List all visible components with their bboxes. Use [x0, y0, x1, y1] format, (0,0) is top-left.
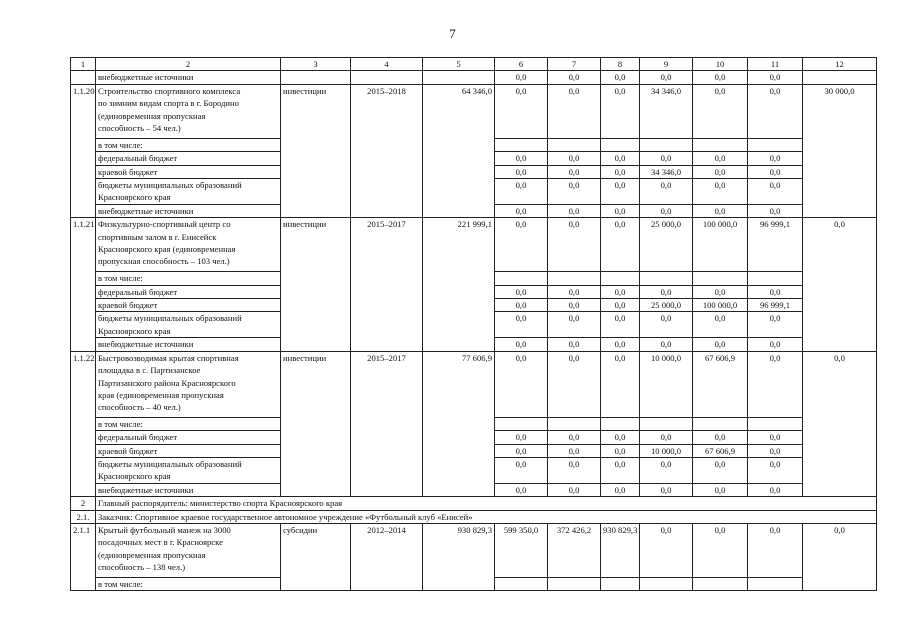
value-cell: [495, 272, 548, 285]
value-cell: 0,0: [693, 204, 748, 217]
value-cell: 0,0: [693, 84, 748, 138]
value-cell: 0,0: [548, 483, 601, 496]
value-cell: 25 000,0: [640, 299, 693, 312]
item-name-line: по зимним видам спорта в г. Бородино: [98, 98, 239, 109]
item-name-line: Строительство спортивного комплекса: [98, 85, 241, 96]
item-name: краевой бюджет: [96, 299, 281, 312]
item-name-line: Партизанского района Красноярского: [98, 377, 236, 388]
item-total: 930 829,3: [423, 523, 495, 590]
value-cell: [601, 138, 640, 151]
value-cell: [803, 71, 877, 84]
item-total: 64 346,0: [423, 84, 495, 217]
item-name: [96, 351, 281, 417]
value-cell: 34 346,0: [640, 165, 693, 178]
column-header: 11: [748, 58, 803, 71]
value-cell: 0,0: [640, 71, 693, 84]
item-number: 1.1.21: [71, 218, 96, 351]
value-cell: 0,0: [640, 179, 693, 205]
item-name-line: бюджеты муниципальных образований: [98, 458, 242, 469]
item-type: инвестиции: [281, 351, 351, 496]
value-cell: 0,0: [640, 285, 693, 298]
value-cell: 0,0: [803, 218, 877, 351]
item-number: [71, 71, 96, 84]
project-row: [71, 351, 877, 417]
item-name-line: Красноярского края (единовременная: [98, 244, 236, 255]
value-cell: 0,0: [803, 523, 877, 590]
value-cell: 0,0: [601, 218, 640, 272]
table-header-row: [71, 58, 877, 71]
item-name-line: способность – 54 чел.): [98, 123, 181, 134]
value-cell: 0,0: [495, 84, 548, 138]
item-total: 221 999,1: [423, 218, 495, 351]
value-cell: 0,0: [748, 165, 803, 178]
budget-table: [70, 57, 877, 591]
value-cell: 0,0: [495, 165, 548, 178]
section-text: Заказчик: Спортивное краевое государственное автономное учреждение «Футбольный клуб «Енисей»: [96, 510, 877, 523]
value-cell: 0,0: [748, 204, 803, 217]
value-cell: 0,0: [748, 351, 803, 417]
item-number: 1.1.22: [71, 351, 96, 496]
value-cell: 0,0: [601, 338, 640, 351]
item-name: внебюджетные источники: [96, 204, 281, 217]
value-cell: [693, 138, 748, 151]
item-name-line: бюджеты муниципальных образований: [98, 313, 242, 324]
item-name: [96, 457, 281, 483]
value-cell: 0,0: [748, 285, 803, 298]
item-name-line: спортивным залом в г. Енисейск: [98, 231, 217, 242]
value-cell: 0,0: [548, 299, 601, 312]
value-cell: [748, 138, 803, 151]
section-row: [71, 510, 877, 523]
item-name-line: посадочных мест в г. Красноярске: [98, 537, 223, 548]
item-name: [96, 179, 281, 205]
item-type: инвестиции: [281, 84, 351, 217]
value-cell: 0,0: [548, 351, 601, 417]
item-name: [96, 84, 281, 138]
item-name-line: пропускная способность – 103 чел.): [98, 256, 230, 267]
value-cell: 0,0: [601, 204, 640, 217]
item-name: [96, 218, 281, 272]
value-cell: 0,0: [495, 152, 548, 165]
value-cell: 0,0: [693, 165, 748, 178]
item-name: внебюджетные источники: [96, 338, 281, 351]
value-cell: 0,0: [601, 152, 640, 165]
section-number: 2: [71, 497, 96, 510]
value-cell: [640, 417, 693, 430]
value-cell: 0,0: [548, 84, 601, 138]
value-cell: 0,0: [548, 457, 601, 483]
value-cell: 0,0: [748, 457, 803, 483]
value-cell: 0,0: [601, 431, 640, 444]
item-name-line: Красноярского края: [98, 471, 171, 482]
value-cell: 0,0: [748, 338, 803, 351]
value-cell: 0,0: [548, 152, 601, 165]
item-name-line: способность – 138 чел.): [98, 562, 186, 573]
value-cell: 30 000,0: [803, 84, 877, 217]
value-cell: 0,0: [601, 165, 640, 178]
value-cell: 0,0: [495, 204, 548, 217]
column-header: 7: [548, 58, 601, 71]
value-cell: 0,0: [495, 444, 548, 457]
value-cell: [640, 272, 693, 285]
value-cell: 0,0: [601, 483, 640, 496]
value-cell: 100 000,0: [693, 218, 748, 272]
value-cell: 0,0: [548, 179, 601, 205]
value-cell: [495, 417, 548, 430]
item-name-line: (единовременная пропускная: [98, 549, 206, 560]
value-cell: 0,0: [693, 312, 748, 338]
value-cell: 0,0: [748, 431, 803, 444]
value-cell: 100 000,0: [693, 299, 748, 312]
value-cell: 0,0: [495, 312, 548, 338]
item-name-line: (единовременная пропускная: [98, 110, 206, 121]
value-cell: [693, 272, 748, 285]
item-name-line: способность – 40 чел.): [98, 402, 181, 413]
item-period: 2015–2017: [351, 218, 423, 351]
value-cell: 0,0: [748, 179, 803, 205]
value-cell: 0,0: [548, 431, 601, 444]
value-cell: [748, 417, 803, 430]
value-cell: 0,0: [640, 204, 693, 217]
item-period: 2015–2018: [351, 84, 423, 217]
item-name: в том числе:: [96, 577, 281, 590]
column-header: 3: [281, 58, 351, 71]
item-total: 77 606,9: [423, 351, 495, 496]
value-cell: 0,0: [748, 444, 803, 457]
item-name-line: бюджеты муниципальных образований: [98, 180, 242, 191]
value-cell: 0,0: [693, 431, 748, 444]
value-cell: [548, 417, 601, 430]
value-cell: [748, 272, 803, 285]
value-cell: 0,0: [495, 431, 548, 444]
value-cell: 0,0: [495, 218, 548, 272]
item-name: [96, 523, 281, 577]
value-cell: 0,0: [693, 152, 748, 165]
value-cell: 0,0: [601, 299, 640, 312]
value-cell: 0,0: [495, 179, 548, 205]
value-cell: 0,0: [548, 218, 601, 272]
column-header: 5: [423, 58, 495, 71]
value-cell: 0,0: [640, 312, 693, 338]
item-name: федеральный бюджет: [96, 152, 281, 165]
item-name: в том числе:: [96, 272, 281, 285]
column-header: 12: [803, 58, 877, 71]
value-cell: 0,0: [548, 338, 601, 351]
value-cell: 0,0: [693, 523, 748, 577]
value-cell: 0,0: [693, 179, 748, 205]
item-name: в том числе:: [96, 417, 281, 430]
value-cell: 0,0: [748, 312, 803, 338]
value-cell: 0,0: [748, 523, 803, 577]
column-header: 6: [495, 58, 548, 71]
value-cell: 0,0: [803, 351, 877, 496]
value-cell: 0,0: [693, 483, 748, 496]
value-cell: 67 606,9: [693, 351, 748, 417]
column-header: 2: [96, 58, 281, 71]
item-name-line: Быстровозводимая крытая спортивная: [98, 352, 239, 363]
item-type: [281, 71, 351, 84]
value-cell: 0,0: [601, 312, 640, 338]
item-name-line: Физкультурно-спортивный центр со: [98, 219, 231, 230]
column-header: 1: [71, 58, 96, 71]
value-cell: [495, 577, 548, 590]
value-cell: 67 606,9: [693, 444, 748, 457]
value-cell: [640, 138, 693, 151]
item-period: 2012–2014: [351, 523, 423, 590]
value-cell: [548, 272, 601, 285]
value-cell: [640, 577, 693, 590]
item-name-line: Красноярского края: [98, 192, 171, 203]
value-cell: 0,0: [601, 84, 640, 138]
value-cell: 0,0: [495, 285, 548, 298]
value-cell: 10 000,0: [640, 351, 693, 417]
column-header: 8: [601, 58, 640, 71]
value-cell: 0,0: [601, 444, 640, 457]
value-cell: 0,0: [640, 483, 693, 496]
value-cell: 0,0: [548, 165, 601, 178]
value-cell: 0,0: [548, 312, 601, 338]
value-cell: [748, 577, 803, 590]
value-cell: 0,0: [601, 351, 640, 417]
value-cell: 0,0: [601, 71, 640, 84]
value-cell: [601, 577, 640, 590]
item-name: в том числе:: [96, 138, 281, 151]
item-name: федеральный бюджет: [96, 431, 281, 444]
item-type: инвестиции: [281, 218, 351, 351]
item-name: краевой бюджет: [96, 165, 281, 178]
value-cell: 96 999,1: [748, 218, 803, 272]
value-cell: 0,0: [693, 338, 748, 351]
project-row: [71, 84, 877, 138]
value-cell: 0,0: [748, 483, 803, 496]
value-cell: [548, 138, 601, 151]
value-cell: 10 000,0: [640, 444, 693, 457]
value-cell: [548, 577, 601, 590]
section-number: 2.1.: [71, 510, 96, 523]
project-row: [71, 523, 877, 577]
value-cell: 0,0: [495, 483, 548, 496]
item-name: федеральный бюджет: [96, 285, 281, 298]
value-cell: 0,0: [640, 152, 693, 165]
project-row: [71, 218, 877, 272]
value-cell: 0,0: [548, 444, 601, 457]
value-cell: 0,0: [693, 285, 748, 298]
item-period: [351, 71, 423, 84]
item-number: 2.1.1: [71, 523, 96, 590]
item-name-line: Крытый футбольный манеж на 3000: [98, 524, 231, 535]
value-cell: 930 829,3: [601, 523, 640, 577]
item-name-line: Красноярского края: [98, 325, 171, 336]
section-row: [71, 497, 877, 510]
value-cell: 372 426,2: [548, 523, 601, 577]
value-cell: 0,0: [693, 71, 748, 84]
value-cell: 0,0: [693, 457, 748, 483]
value-cell: [601, 417, 640, 430]
item-name: краевой бюджет: [96, 444, 281, 457]
value-cell: [693, 577, 748, 590]
value-cell: 0,0: [495, 71, 548, 84]
value-cell: 0,0: [601, 457, 640, 483]
item-name: внебюджетные источники: [96, 483, 281, 496]
item-name: [96, 312, 281, 338]
value-cell: 34 346,0: [640, 84, 693, 138]
page-number: 7: [449, 26, 456, 41]
value-cell: 0,0: [640, 338, 693, 351]
item-name-line: площадка в с. Партизанское: [98, 365, 201, 376]
value-cell: 25 000,0: [640, 218, 693, 272]
value-cell: 0,0: [495, 338, 548, 351]
value-cell: 0,0: [640, 457, 693, 483]
item-period: 2015–2017: [351, 351, 423, 496]
value-cell: 96 999,1: [748, 299, 803, 312]
value-cell: 0,0: [640, 431, 693, 444]
item-number: 1.1.20: [71, 84, 96, 217]
value-cell: [601, 272, 640, 285]
value-cell: 0,0: [495, 299, 548, 312]
value-cell: 0,0: [640, 523, 693, 577]
column-header: 9: [640, 58, 693, 71]
value-cell: 0,0: [548, 285, 601, 298]
value-cell: 0,0: [495, 351, 548, 417]
value-cell: 0,0: [601, 285, 640, 298]
value-cell: 0,0: [748, 152, 803, 165]
value-cell: 0,0: [748, 84, 803, 138]
value-cell: 0,0: [548, 204, 601, 217]
value-cell: [495, 138, 548, 151]
item-name: внебюджетные источники: [96, 71, 281, 84]
table-row: [71, 71, 877, 84]
item-total: [423, 71, 495, 84]
value-cell: 0,0: [495, 457, 548, 483]
value-cell: 0,0: [748, 71, 803, 84]
item-type: субсидии: [281, 523, 351, 590]
section-text: Главный распорядитель: министерство спорта Красноярского края: [96, 497, 877, 510]
value-cell: 0,0: [601, 179, 640, 205]
value-cell: 0,0: [548, 71, 601, 84]
column-header: 4: [351, 58, 423, 71]
column-header: 10: [693, 58, 748, 71]
value-cell: 599 350,0: [495, 523, 548, 577]
item-name-line: края (единовременная пропускная: [98, 389, 224, 400]
value-cell: [693, 417, 748, 430]
